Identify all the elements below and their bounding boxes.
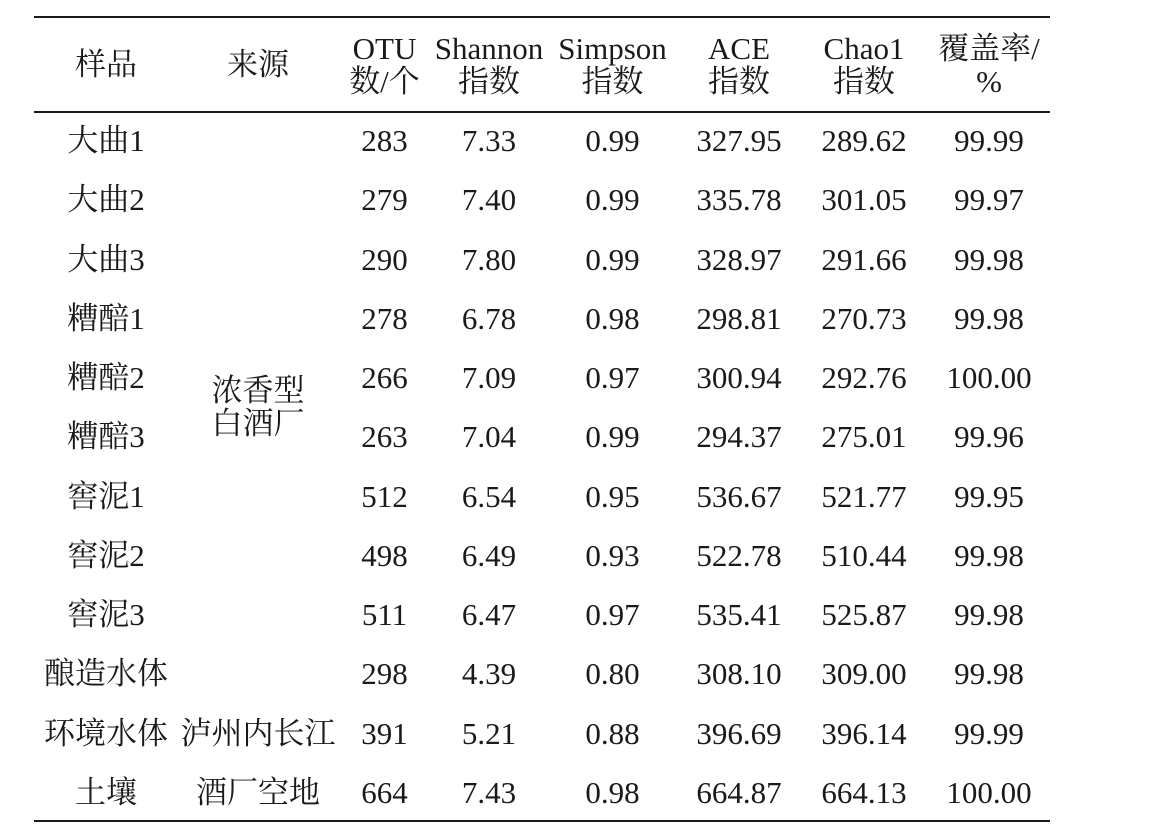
header-otu-line2: 数/个 (349, 63, 420, 99)
header-simpson-line2: 指数 (581, 63, 644, 99)
cell-shannon: 5.21 (461, 715, 517, 751)
cell-simpson: 0.99 (585, 123, 640, 159)
header-chao1 (800, 18, 928, 111)
cell-ace: 522.78 (696, 537, 782, 573)
cell-sample: 大曲2 (67, 182, 145, 218)
cell-chao1: 292.76 (821, 360, 907, 396)
cell-shannon: 4.39 (461, 656, 517, 692)
cell-otu: 283 (361, 123, 408, 159)
cell-chao1: 291.66 (821, 241, 907, 277)
header-row (34, 18, 1050, 111)
cell-chao1: 664.13 (821, 774, 907, 810)
header-coverage-line1: 覆盖率/ (938, 30, 1040, 66)
cell-coverage: 99.99 (954, 715, 1024, 751)
cell-coverage: 99.97 (954, 182, 1024, 218)
cell-otu: 266 (361, 360, 408, 396)
cell-coverage: 99.98 (954, 300, 1024, 336)
cell-ace: 536.67 (696, 478, 782, 514)
cell-shannon: 7.33 (461, 123, 517, 159)
cell-shannon: 6.54 (461, 478, 517, 514)
cell-otu: 391 (361, 715, 408, 751)
header-sample: 样品 (75, 47, 137, 82)
cell-sample: 环境水体 (44, 715, 168, 751)
cell-simpson: 0.80 (585, 656, 640, 692)
cell-sample: 窖泥1 (67, 478, 145, 514)
cell-shannon: 7.43 (461, 774, 517, 810)
cell-otu: 278 (361, 300, 408, 336)
cell-ace: 300.94 (696, 360, 782, 396)
cell-shannon: 6.47 (461, 597, 517, 633)
cell-chao1: 521.77 (821, 478, 907, 514)
cell-shannon: 6.49 (461, 537, 517, 573)
header-simpson (547, 18, 678, 111)
cell-simpson: 0.99 (585, 182, 640, 218)
cell-sample: 酿造水体 (44, 656, 168, 692)
cell-chao1: 510.44 (821, 537, 907, 573)
cell-ace: 328.97 (696, 241, 782, 277)
cell-chao1: 270.73 (821, 300, 907, 336)
cell-ace: 535.41 (696, 597, 782, 633)
cell-ace: 664.87 (696, 774, 782, 810)
cell-coverage: 99.95 (954, 478, 1024, 514)
cell-coverage: 99.98 (954, 537, 1024, 573)
cell-sample: 大曲1 (67, 123, 145, 159)
cell-sample: 土壤 (75, 774, 137, 810)
header-chao1-line2: 指数 (833, 63, 895, 99)
header-ace-line1: ACE (708, 30, 770, 66)
cell-coverage: 100.00 (946, 774, 1032, 810)
cell-chao1: 289.62 (821, 123, 907, 159)
cell-sample: 大曲3 (67, 241, 145, 277)
cell-simpson: 0.99 (585, 419, 640, 455)
header-otu (338, 18, 431, 111)
cell-coverage: 99.98 (954, 241, 1024, 277)
cell-coverage: 99.98 (954, 597, 1024, 633)
cell-otu: 498 (361, 537, 408, 573)
cell-sample: 糟醅1 (67, 300, 145, 336)
cell-otu: 512 (361, 478, 408, 514)
cell-simpson: 0.97 (585, 597, 640, 633)
cell-simpson: 0.98 (585, 300, 640, 336)
header-shannon-line2: 指数 (458, 63, 520, 99)
cell-sample: 窖泥3 (67, 597, 145, 633)
cell-simpson: 0.98 (585, 774, 640, 810)
alpha-diversity-table (34, 18, 1050, 822)
header-ace-line2: 指数 (708, 63, 770, 99)
cell-ace: 294.37 (696, 419, 782, 455)
cell-coverage: 99.98 (954, 656, 1024, 692)
cell-shannon: 7.40 (461, 182, 517, 218)
header-chao1-line1: Chao1 (823, 30, 905, 66)
cell-source: 酒厂空地 (196, 774, 320, 810)
table-body (34, 111, 1050, 822)
cell-otu: 290 (361, 241, 408, 277)
source-merged-line2: 白酒厂 (211, 406, 305, 442)
cell-sample: 糟醅2 (67, 360, 145, 396)
cell-ace: 396.69 (696, 715, 782, 751)
cell-coverage: 99.96 (954, 419, 1024, 455)
table-row (34, 704, 1050, 763)
cell-simpson: 0.97 (585, 360, 640, 396)
cell-ace: 298.81 (696, 300, 782, 336)
cell-chao1: 301.05 (821, 182, 907, 218)
header-otu-line1: OTU (352, 30, 417, 66)
table-header (34, 18, 1050, 111)
cell-coverage: 100.00 (946, 360, 1032, 396)
header-source: 来源 (227, 47, 289, 82)
cell-ace: 327.95 (696, 123, 782, 159)
table-row (34, 111, 1050, 170)
cell-source: 泸州内长江 (180, 715, 336, 751)
cell-ace: 335.78 (696, 182, 782, 218)
header-ace (678, 18, 800, 111)
cell-ace: 308.10 (696, 656, 782, 692)
cell-simpson: 0.93 (585, 537, 640, 573)
table-row (34, 763, 1050, 822)
cell-otu: 664 (361, 774, 408, 810)
header-simpson-line1: Simpson (558, 30, 667, 66)
header-coverage-line2: % (976, 63, 1002, 99)
cell-otu: 298 (361, 656, 408, 692)
cell-sample: 窖泥2 (67, 537, 145, 573)
cell-simpson: 0.88 (585, 715, 640, 751)
cell-shannon: 7.09 (461, 360, 517, 396)
source-merged-line1: 浓香型 (211, 373, 305, 409)
cell-chao1: 309.00 (821, 656, 907, 692)
cell-otu: 263 (361, 419, 408, 455)
cell-shannon: 7.80 (461, 241, 517, 277)
cell-shannon: 7.04 (461, 419, 517, 455)
header-shannon (431, 18, 547, 111)
cell-chao1: 525.87 (821, 597, 907, 633)
cell-sample: 糟醅3 (67, 419, 145, 455)
cell-chao1: 396.14 (821, 715, 907, 751)
cell-simpson: 0.99 (585, 241, 640, 277)
cell-source-merged (178, 111, 338, 704)
header-coverage (928, 18, 1050, 111)
cell-coverage: 99.99 (954, 123, 1024, 159)
cell-otu: 279 (361, 182, 408, 218)
header-shannon-line1: Shannon (434, 30, 544, 66)
cell-simpson: 0.95 (585, 478, 640, 514)
cell-otu: 511 (361, 597, 408, 633)
cell-chao1: 275.01 (821, 419, 907, 455)
cell-shannon: 6.78 (461, 300, 517, 336)
